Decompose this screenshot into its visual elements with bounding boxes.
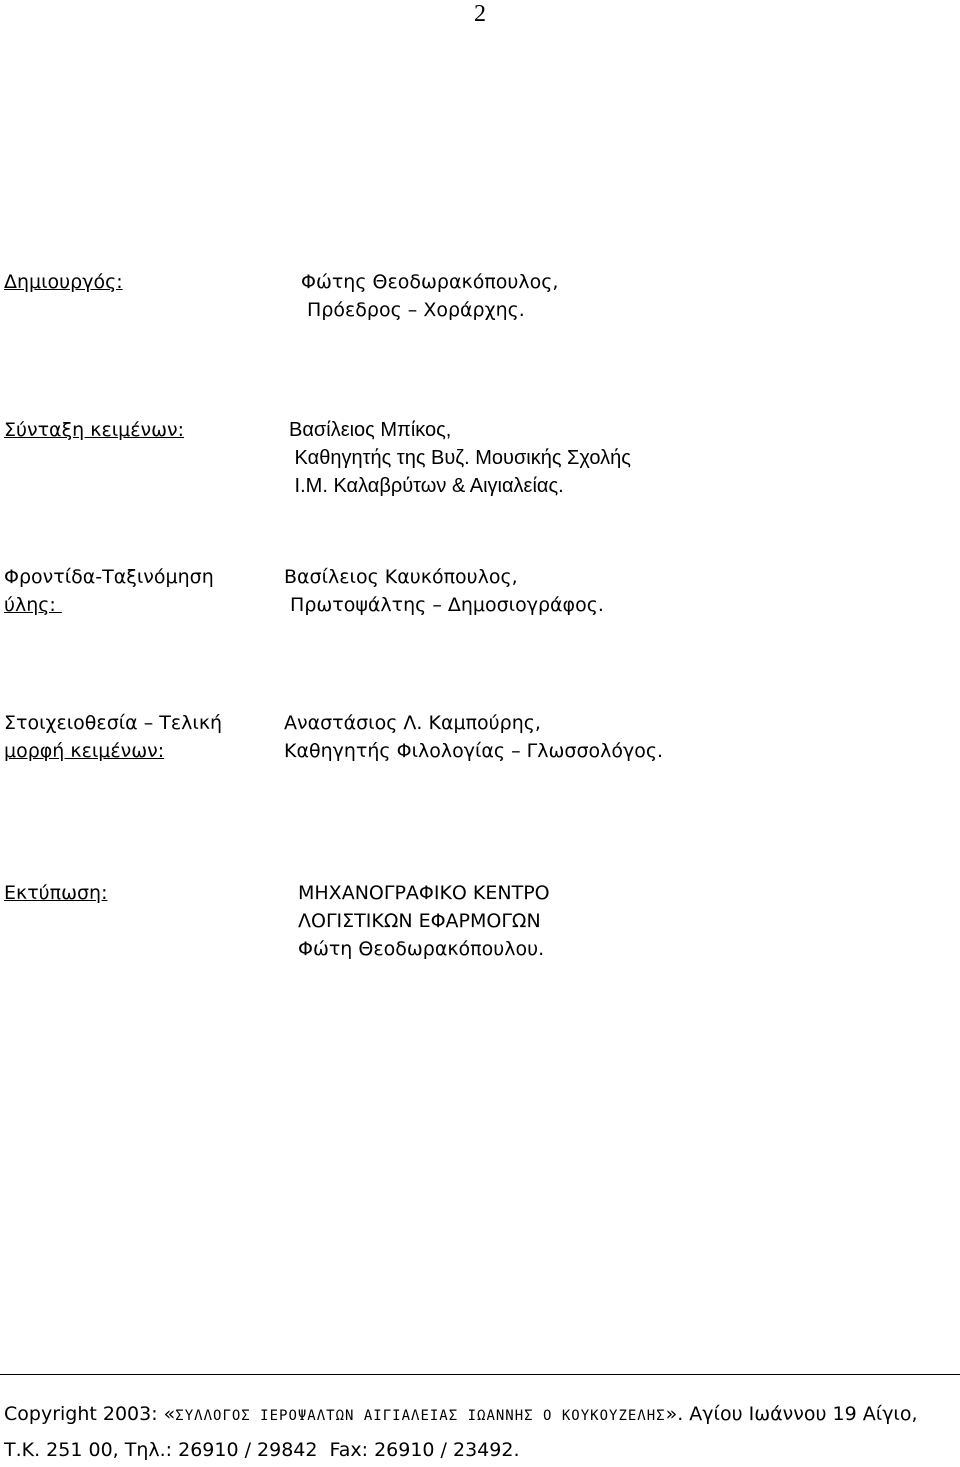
credit-label-material: [4, 563, 214, 619]
credit-label-line: Φροντίδα-Ταξινόμηση: [4, 566, 214, 588]
credit-value-line: ΛΟΓΙΣΤΙΚΩΝ ΕΦΑΡΜΟΓΩΝ: [298, 910, 541, 932]
credit-value-line: Αναστάσιος Λ. Καμπούρης,: [284, 712, 541, 734]
credit-value-creator: [301, 268, 558, 324]
credit-value-line: Πρωτοψάλτης – Δημοσιογράφος.: [284, 594, 604, 616]
credit-value-typesetting: [284, 709, 663, 765]
credit-value-printing: [298, 879, 550, 963]
credit-value-line: Φώτη Θεοδωρακόπουλου.: [298, 938, 545, 960]
credit-value-line: Καθηγητής της Βυζ. Μουσικής Σχολής: [289, 447, 631, 469]
credit-value-texts: [289, 416, 631, 500]
credit-label-line: Εκτύπωση:: [4, 882, 108, 904]
credit-value-line: ΜΗΧΑΝΟΓΡΑΦΙΚΟ ΚΕΝΤΡΟ: [298, 882, 550, 904]
credit-value-line: Καθηγητής Φιλολογίας – Γλωσσολόγος.: [284, 740, 664, 762]
credit-label-line: Στοιχειοθεσία – Τελική: [4, 712, 223, 734]
credit-value-line: Φώτης Θεοδωρακόπουλος,: [301, 271, 559, 293]
credit-value-line: Βασίλειος Καυκόπουλος,: [284, 566, 518, 588]
copyright-footer: [4, 1397, 959, 1467]
page-number: 2: [474, 1, 486, 27]
credit-label-line: Δημιουργός:: [4, 271, 123, 293]
footer-divider: [0, 1374, 960, 1375]
credit-label-creator: [4, 268, 123, 296]
credit-value-line: Πρόεδρος – Χοράρχης.: [301, 299, 525, 321]
credit-label-line: ύλης:: [4, 594, 62, 616]
footer-association-name: ΣΥΛΛΟΓΟΣ ΙΕΡΟΨΑΛΤΩΝ ΑΙΓΙΑΛΕΙΑΣ ΙΩΑΝΝΗΣ Ο ΚΟΥΚΟΥΖΕΛΗΣ: [175, 1408, 666, 1424]
footer-suffix: ». Αγίου Ιωάννου 19 Αίγιο, Τ.Κ. 251 00, Τηλ.: 26910 / 29842 Fax: 26910 / 23492.: [4, 1403, 924, 1461]
credit-value-line: Βασίλειος Μπίκος,: [289, 419, 452, 441]
footer-prefix: Copyright 2003: «: [4, 1403, 176, 1425]
credit-label-typesetting: [4, 709, 222, 765]
credit-label-line: μορφή κειμένων:: [4, 740, 165, 762]
credit-value-line: Ι.Μ. Καλαβρύτων & Αιγιαλείας.: [289, 475, 564, 497]
credit-label-line: Σύνταξη κειμένων:: [4, 419, 185, 441]
credit-value-material: [284, 563, 604, 619]
credit-label-printing: [4, 879, 107, 907]
credit-label-texts: [4, 416, 184, 444]
